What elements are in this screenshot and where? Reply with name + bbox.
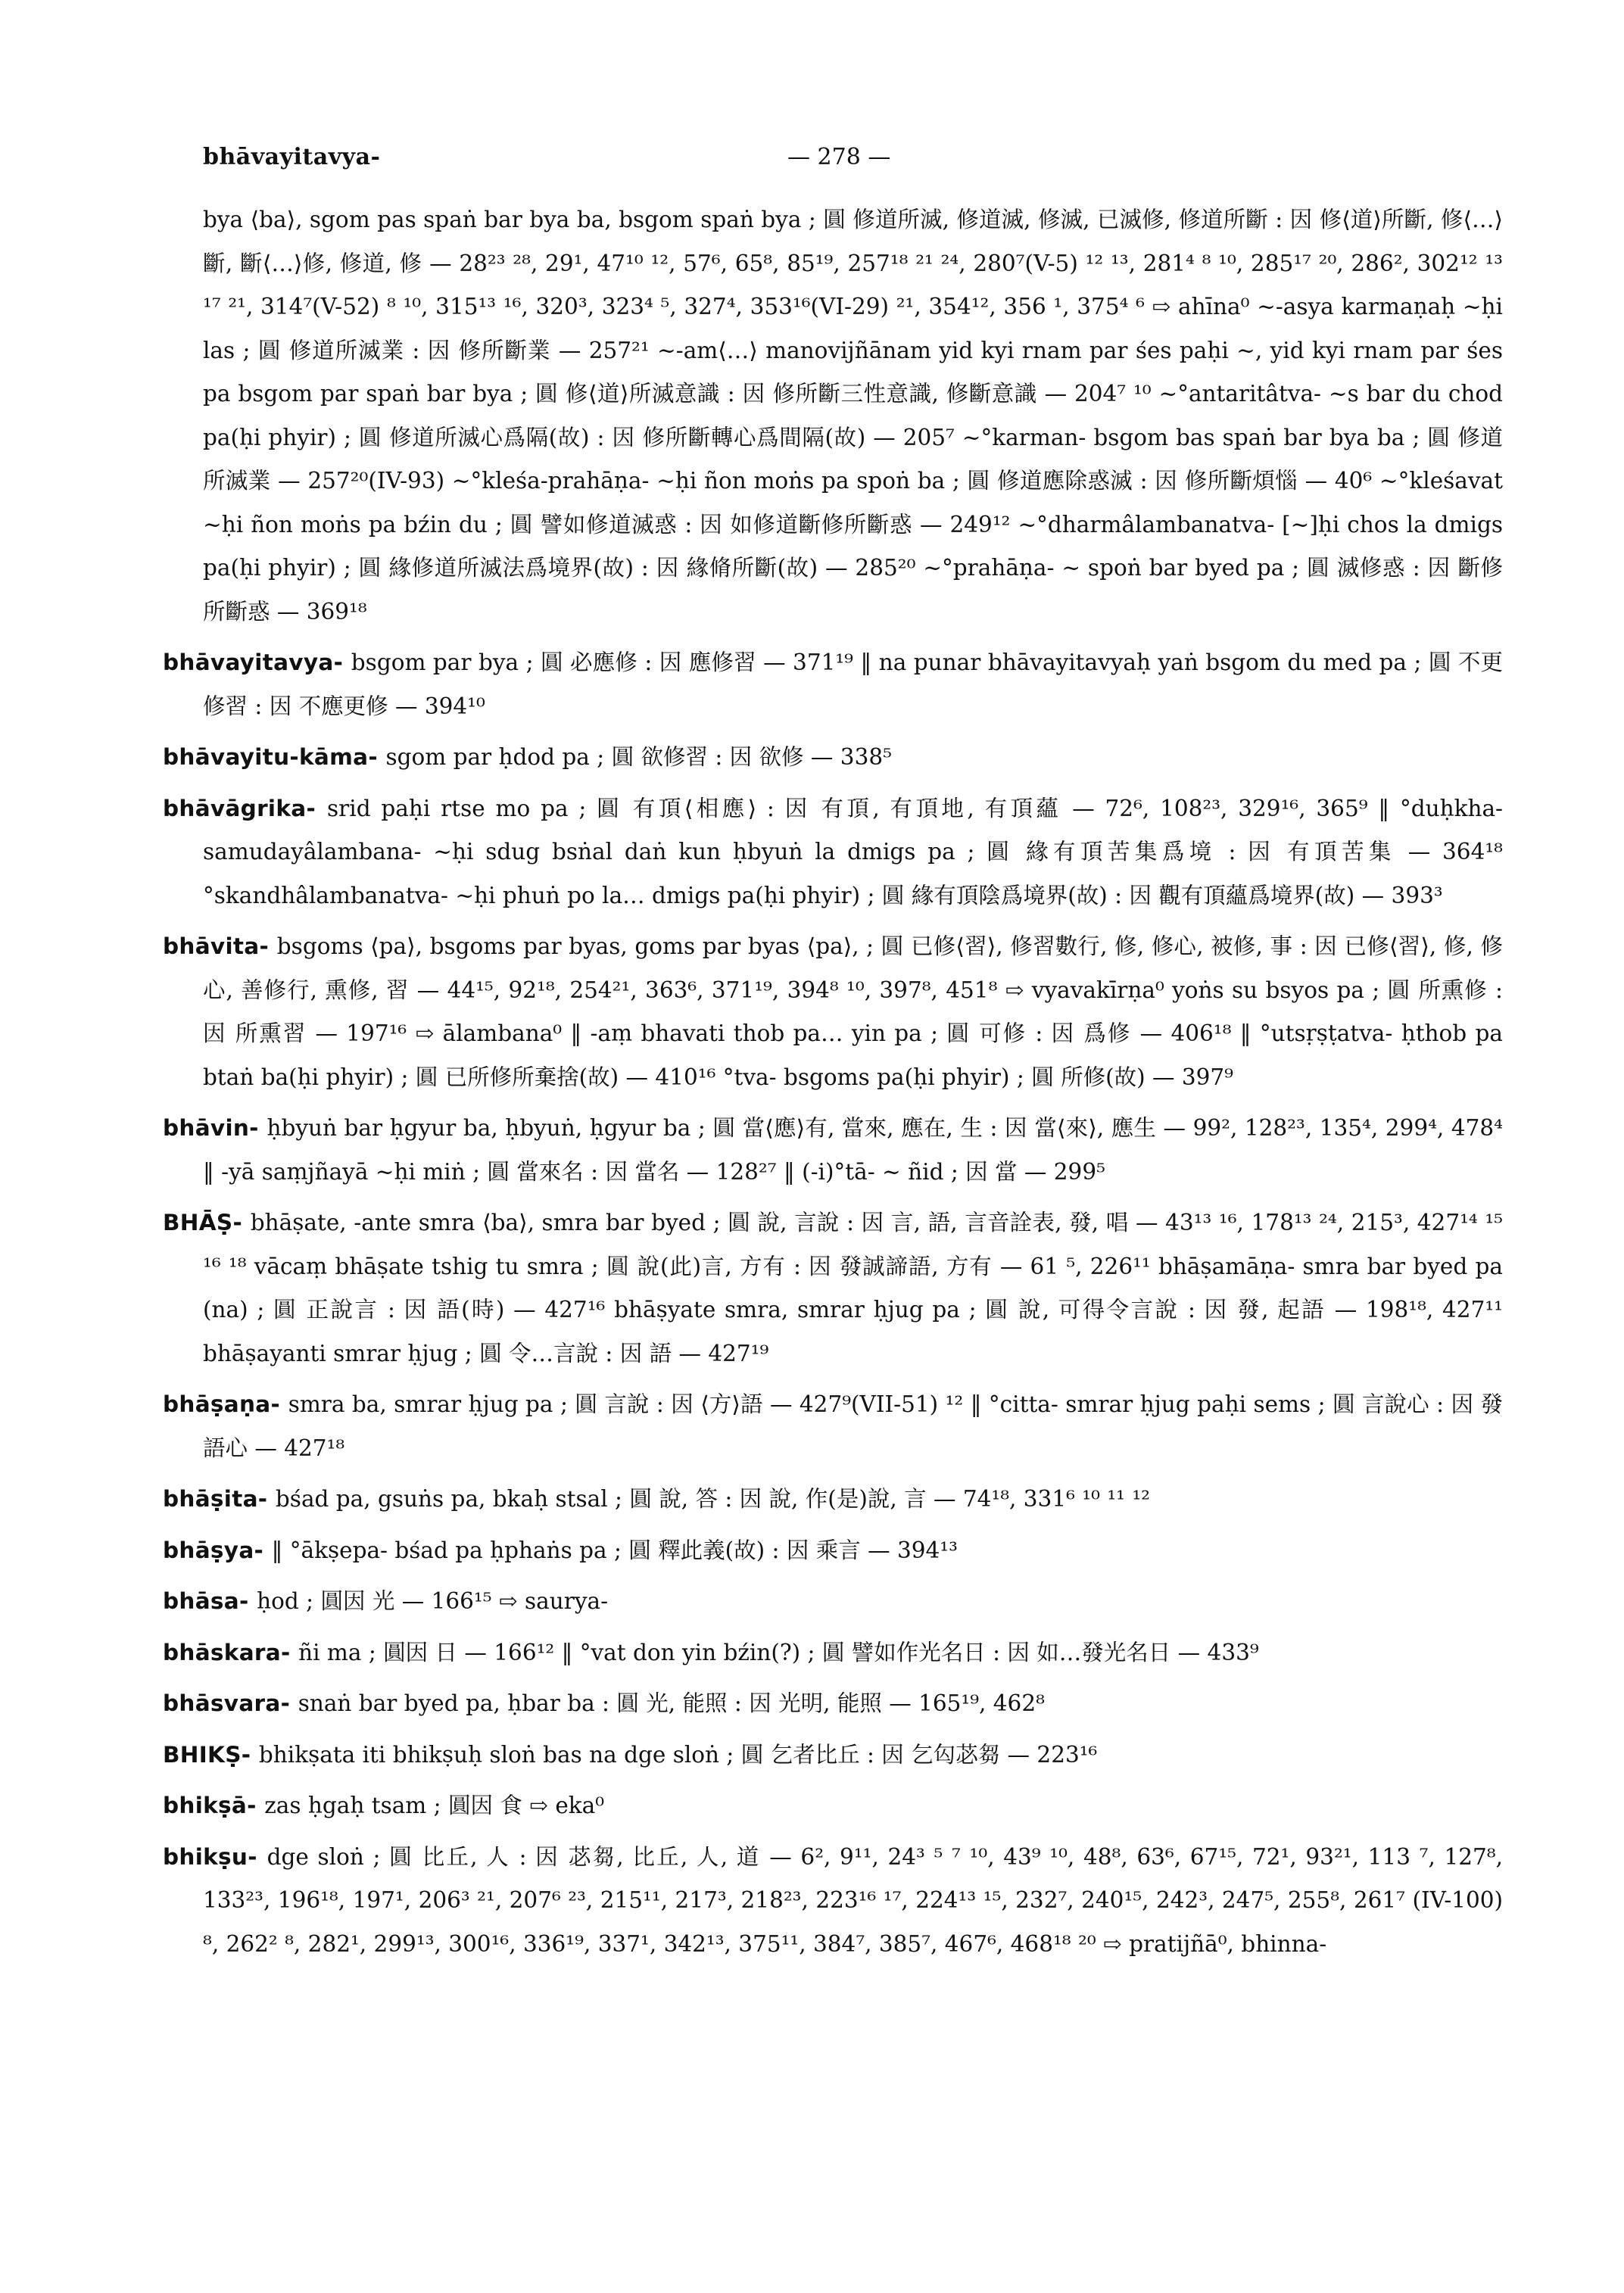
entry-text: bsgoms ⟨pa⟩, bsgoms par byas, goms par byas ⟨pa⟩, ; 圓 已修⟨習⟩, 修習數行, 修, 修心, 被修, 事 : 因 已修⟨習⟩, 修, 修心, 善修行, 熏修, 習 — 44¹⁵, 92¹⁸, 254²¹, 363⁶, 371¹⁹, 394⁸ ¹⁰, 397⁸, 451⁸ ⇨ vyavakīrṇa⁰ yoṅs su bsyos pa ; 圓 所熏修 : 因 所熏習 — 197¹⁶ ⇨ ālambana⁰ ‖ -aṃ bhavati thob pa… yin pa ; 圓 可修 : 因 爲修 — 406¹⁸ ‖ °utsṛṣṭatva- ḥthob pa btaṅ ba(ḥi phyir) ; 圓 已所修所棄捨(故) — 410¹⁶ °tva- bsgoms pa(ḥi phyir) ; 圓 所修(故) — 397⁹	[203, 933, 1503, 1090]
dictionary-entry	[163, 1734, 1503, 1777]
entry-text: bya ⟨ba⟩, sgom pas spaṅ bar bya ba, bsgom spaṅ bya ; 圓 修道所滅, 修道滅, 修滅, 已滅修, 修道所斷 : 因 修⟨道⟩所斷, 修⟨…⟩斷, 斷⟨…⟩修, 修道, 修 — 28²³ ²⁸, 29¹, 47¹⁰ ¹², 57⁶, 65⁸, 85¹⁹, 257¹⁸ ²¹ ²⁴, 280⁷(V-5) ¹² ¹³, 281⁴ ⁸ ¹⁰, 285¹⁷ ²⁰, 286², 302¹² ¹³ ¹⁷ ²¹, 314⁷(V-52) ⁸ ¹⁰, 315¹³ ¹⁶, 320³, 323⁴ ⁵, 327⁴, 353¹⁶(VI-29) ²¹, 354¹², 356 ¹, 375⁴ ⁶ ⇨ ahīna⁰ ~-asya karmaṇaḥ ~ḥi las ; 圓 修道所滅業 : 因 修所斷業 — 257²¹ ~-am⟨…⟩ manovijñānam yid kyi rnam par śes paḥi ~, yid kyi rnam par śes pa bsgom par spaṅ bar bya ; 圓 修⟨道⟩所滅意識 : 因 修所斷三性意識, 修斷意識 — 204⁷ ¹⁰ ~°antaritâtva- ~s bar du chod pa(ḥi phyir) ; 圓 修道所滅心爲隔(故) : 因 修所斷轉心爲間隔(故) — 205⁷ ~°karman- bsgom bas spaṅ bar bya ba ; 圓 修道所滅業 — 257²⁰(IV-93) ~°kleśa-prahāṇa- ~ḥi ñon moṅs pa spoṅ ba ; 圓 修道應除惑滅 : 因 修所斷煩惱 — 40⁶ ~°kleśavat ~ḥi ñon moṅs pa bźin du ; 圓 譬如修道滅惑 : 因 如修道斷修所斷惑 — 249¹² ~°dharmâlambanatva- [~]ḥi chos la dmigs pa(ḥi phyir) ; 圓 緣修道所滅法爲境界(故) : 因 緣脩所斷(故) — 285²⁰ ~°prahāṇa- ~ spoṅ bar byed pa ; 圓 滅修惑 : 因 斷修所斷惑 — 369¹⁸	[203, 207, 1503, 625]
entry-headword: bhāvāgrika-	[163, 795, 328, 821]
entry-text: bhāṣate, -ante smra ⟨ba⟩, smra bar byed ; 圓 說, 言說 : 因 言, 語, 言音詮表, 發, 唱 — 43¹³ ¹⁶, 178¹³ ²⁴, 215³, 427¹⁴ ¹⁵ ¹⁶ ¹⁸ vācaṃ bhāṣate tshig tu smra ; 圓 說(此)言, 方有 : 因 發誠諦語, 方有 — 61 ⁵, 226¹¹ bhāṣamāṇa- smra bar byed pa (na) ; 圓 正說言 : 因 語(時) — 427¹⁶ bhāṣyate smra, smrar ḥjug pa ; 圓 說, 可得令言說 : 因 發, 起語 — 198¹⁸, 427¹¹ bhāṣayanti smrar ḥjug ; 圓 令…言說 : 因 語 — 427¹⁹	[203, 1210, 1503, 1366]
dictionary-entry	[163, 1631, 1503, 1675]
entry-headword: BHĀṢ-	[163, 1210, 251, 1235]
entry-headword: bhāvin-	[163, 1115, 267, 1141]
entry-text: snaṅ bar byed pa, ḥbar ba : 圓 光, 能照 : 因 光明, 能照 — 165¹⁹, 462⁸	[298, 1690, 1045, 1716]
entry-text: ñi ma ; 圓因 日 — 166¹² ‖ °vat don yin bźin(?) ; 圓 譬如作光名日 : 因 如…發光名日 — 433⁹	[298, 1639, 1259, 1665]
dictionary-entry	[163, 1580, 1503, 1624]
running-head: bhāvayitavya-	[203, 144, 381, 170]
entry-headword: bhāsvara-	[163, 1690, 298, 1716]
dictionary-entry	[163, 1836, 1503, 1967]
dictionary-entry-continuation	[163, 198, 1503, 634]
dictionary-entry	[163, 1107, 1503, 1194]
dictionary-entry	[163, 787, 1503, 918]
dictionary-entry	[163, 925, 1503, 1099]
entry-text: smra ba, smrar ḥjug pa ; 圓 言說 : 因 ⟨方⟩語 — 427⁹(VII-51) ¹² ‖ °citta- smrar ḥjug paḥi sems ; 圓 言說心 : 因 發語心 — 427¹⁸	[203, 1391, 1503, 1461]
dictionary-entry	[163, 1682, 1503, 1726]
entry-text: bśad pa, gsuṅs pa, bkaḥ stsal ; 圓 說, 答 : 因 說, 作(是)說, 言 — 74¹⁸, 331⁶ ¹⁰ ¹¹ ¹²	[275, 1486, 1151, 1512]
entry-headword: BHIKṢ-	[163, 1741, 259, 1768]
entry-text: ‖ °ākṣepa- bśad pa ḥphaṅs pa ; 圓 釋此義(故) : 因 乘言 — 394¹³	[271, 1537, 958, 1563]
dictionary-entry	[163, 736, 1503, 780]
entry-text: sgom par ḥdod pa ; 圓 欲修習 : 因 欲修 — 338⁵	[385, 744, 892, 770]
entry-headword: bhāvayitu-kāma-	[163, 744, 386, 770]
entry-text: srid paḥi rtse mo pa ; 圓 有頂⟨相應⟩ : 因 有頂, 有頂地, 有頂蘊 — 72⁶, 108²³, 329¹⁶, 365⁹ ‖ °duḥkha-samudayâlambana- ~ḥi sdug bsṅal daṅ kun ḥbyuṅ la dmigs pa ; 圓 緣有頂苦集爲境 : 因 有頂苦集 — 364¹⁸ °skandhâlambanatva- ~ḥi phuṅ po la… dmigs pa(ḥi phyir) ; 圓 緣有頂陰爲境界(故) : 因 觀有頂蘊爲境界(故) — 393³	[203, 795, 1504, 908]
entry-text: bsgom par bya ; 圓 必應修 : 因 應修習 — 371¹⁹ ‖ na punar bhāvayitavyaḥ yaṅ bsgom du med pa ; 圓 不更修習 : 因 不應更修 — 394¹⁰	[203, 650, 1504, 719]
entry-headword: bhāsa-	[163, 1588, 257, 1614]
entry-headword: bhāvayitavya-	[163, 650, 351, 675]
entry-headword: bhāṣita-	[163, 1486, 276, 1512]
entry-headword: bhāvita-	[163, 933, 277, 959]
dictionary-entry	[163, 1478, 1503, 1522]
dictionary-entry	[163, 1784, 1503, 1828]
entry-headword: bhikṣu-	[163, 1843, 267, 1870]
entry-headword: bhāskara-	[163, 1639, 299, 1665]
entry-text: ḥbyuṅ bar ḥgyur ba, ḥbyuṅ, ḥgyur ba ; 圓 當⟨應⟩有, 當來, 應在, 生 : 因 當⟨來⟩, 應生 — 99², 128²³, 135⁴, 299⁴, 478⁴ ‖ -yā saṃjñayā ~ḥi miṅ ; 圓 當來名 : 因 當名 — 128²⁷ ‖ (-i)°tā- ~ ñid ; 因 當 — 299⁵	[203, 1115, 1503, 1185]
dictionary-entry	[163, 1201, 1503, 1375]
page-number: — 278 —	[787, 144, 891, 170]
entry-headword: bhāṣya-	[163, 1537, 272, 1563]
entry-text: bhikṣata iti bhikṣuḥ sloṅ bas na dge sloṅ ; 圓 乞者比丘 : 因 乞匃苾芻 — 223¹⁶	[258, 1741, 1098, 1768]
entry-text: ḥod ; 圓因 光 — 166¹⁵ ⇨ saurya-	[257, 1588, 609, 1614]
entry-headword: bhikṣā-	[163, 1793, 265, 1818]
dictionary-entry	[163, 641, 1503, 728]
entries-column	[163, 198, 1503, 1974]
dictionary-entry	[163, 1383, 1503, 1470]
entry-text: zas ḥgaḥ tsam ; 圓因 食 ⇨ eka⁰	[264, 1793, 605, 1818]
entry-text: dge sloṅ ; 圓 比丘, 人 : 因 苾芻, 比丘, 人, 道 — 6², 9¹¹, 24³ ⁵ ⁷ ¹⁰, 43⁹ ¹⁰, 48⁸, 63⁶, 67¹⁵, 72¹, 93²¹, 113 ⁷, 127⁸, 133²³, 196¹⁸, 197¹, 206³ ²¹, 207⁶ ²³, 215¹¹, 217³, 218²³, 223¹⁶ ¹⁷, 224¹³ ¹⁵, 232⁷, 240¹⁵, 242³, 247⁵, 255⁸, 261⁷ (IV-100) ⁸, 262² ⁸, 282¹, 299¹³, 300¹⁶, 336¹⁹, 337¹, 342¹³, 375¹¹, 384⁷, 385⁷, 467⁶, 468¹⁸ ²⁰ ⇨ pratijñā⁰, bhinna-	[203, 1843, 1504, 1957]
dictionary-entry	[163, 1529, 1503, 1573]
entry-headword: bhāṣaṇa-	[163, 1391, 288, 1417]
